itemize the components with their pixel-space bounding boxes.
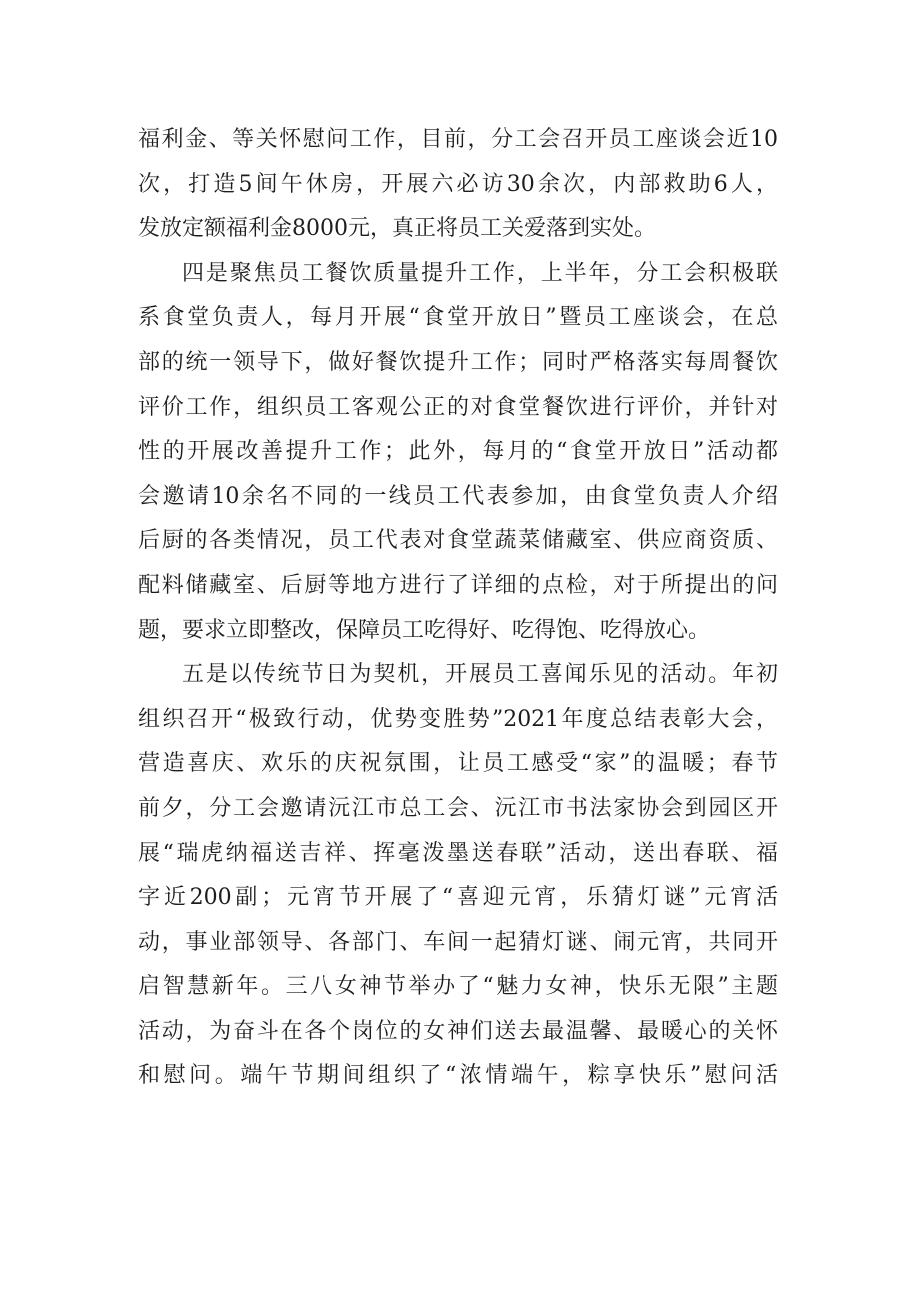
text-line: 营造喜庆、欢乐的庆祝氛围，让员工感受“家”的温暖；春节 [138,751,778,777]
text-line: 展“瑞虎纳福送吉祥、挥毫泼墨送春联”活动，送出春联、福 [138,840,778,866]
text-line: 组织召开“极致行动，优势变胜势”2021年度总结表彰大会， [138,706,778,732]
text-line: 活动，为奋斗在各个岗位的女神们送去最温馨、最暖心的关怀 [138,1018,778,1044]
text-line: 和慰问。端午节期间组织了“浓情端午，粽享快乐”慰问活 [138,1063,778,1089]
text-line: 后厨的各类情况，员工代表对食堂蔬菜储藏室、供应商资质、 [138,528,778,554]
text-line: 题，要求立即整改，保障员工吃得好、吃得饱、吃得放心。 [138,617,711,643]
text-line: 福利金、等关怀慰问工作，目前，分工会召开员工座谈会近10 [138,127,778,152]
text-line: 会邀请10余名不同的一线员工代表参加，由食堂负责人介绍 [138,483,778,509]
text-line: 性的开展改善提升工作；此外，每月的“食堂开放日”活动都 [138,439,778,465]
body-text [138,118,778,1099]
text-line: 次，打造5间午休房，开展六必访30余次，内部救助6人， [138,171,778,197]
text-line: 评价工作，组织员工客观公正的对食堂餐饮进行评价，并针对 [138,394,778,420]
text-line: 部的统一领导下，做好餐饮提升工作；同时严格落实每周餐饮 [138,349,778,375]
text-line: 发放定额福利金8000元，真正将员工关爱落到实处。 [138,216,656,242]
text-line: 启智慧新年。三八女神节举办了“魅力女神，快乐无限”主题 [138,974,778,1000]
paragraph-start-line: 四是聚焦员工餐饮质量提升工作，上半年，分工会积极联 [182,260,778,286]
text-line: 前夕，分工会邀请沅江市总工会、沅江市书法家协会到园区开 [138,795,778,821]
text-line: 配料储藏室、后厨等地方进行了详细的点检，对于所提出的问 [138,572,778,598]
text-line: 系食堂负责人，每月开展“食堂开放日”暨员工座谈会，在总 [138,305,778,331]
text-line: 动，事业部领导、各部门、车间一起猜灯谜、闹元宵，共同开 [138,929,778,955]
text-line: 字近200副；元宵节开展了“喜迎元宵，乐猜灯谜”元宵活 [138,885,778,911]
paragraph-start-line: 五是以传统节日为契机，开展员工喜闻乐见的活动。年初 [182,662,778,688]
